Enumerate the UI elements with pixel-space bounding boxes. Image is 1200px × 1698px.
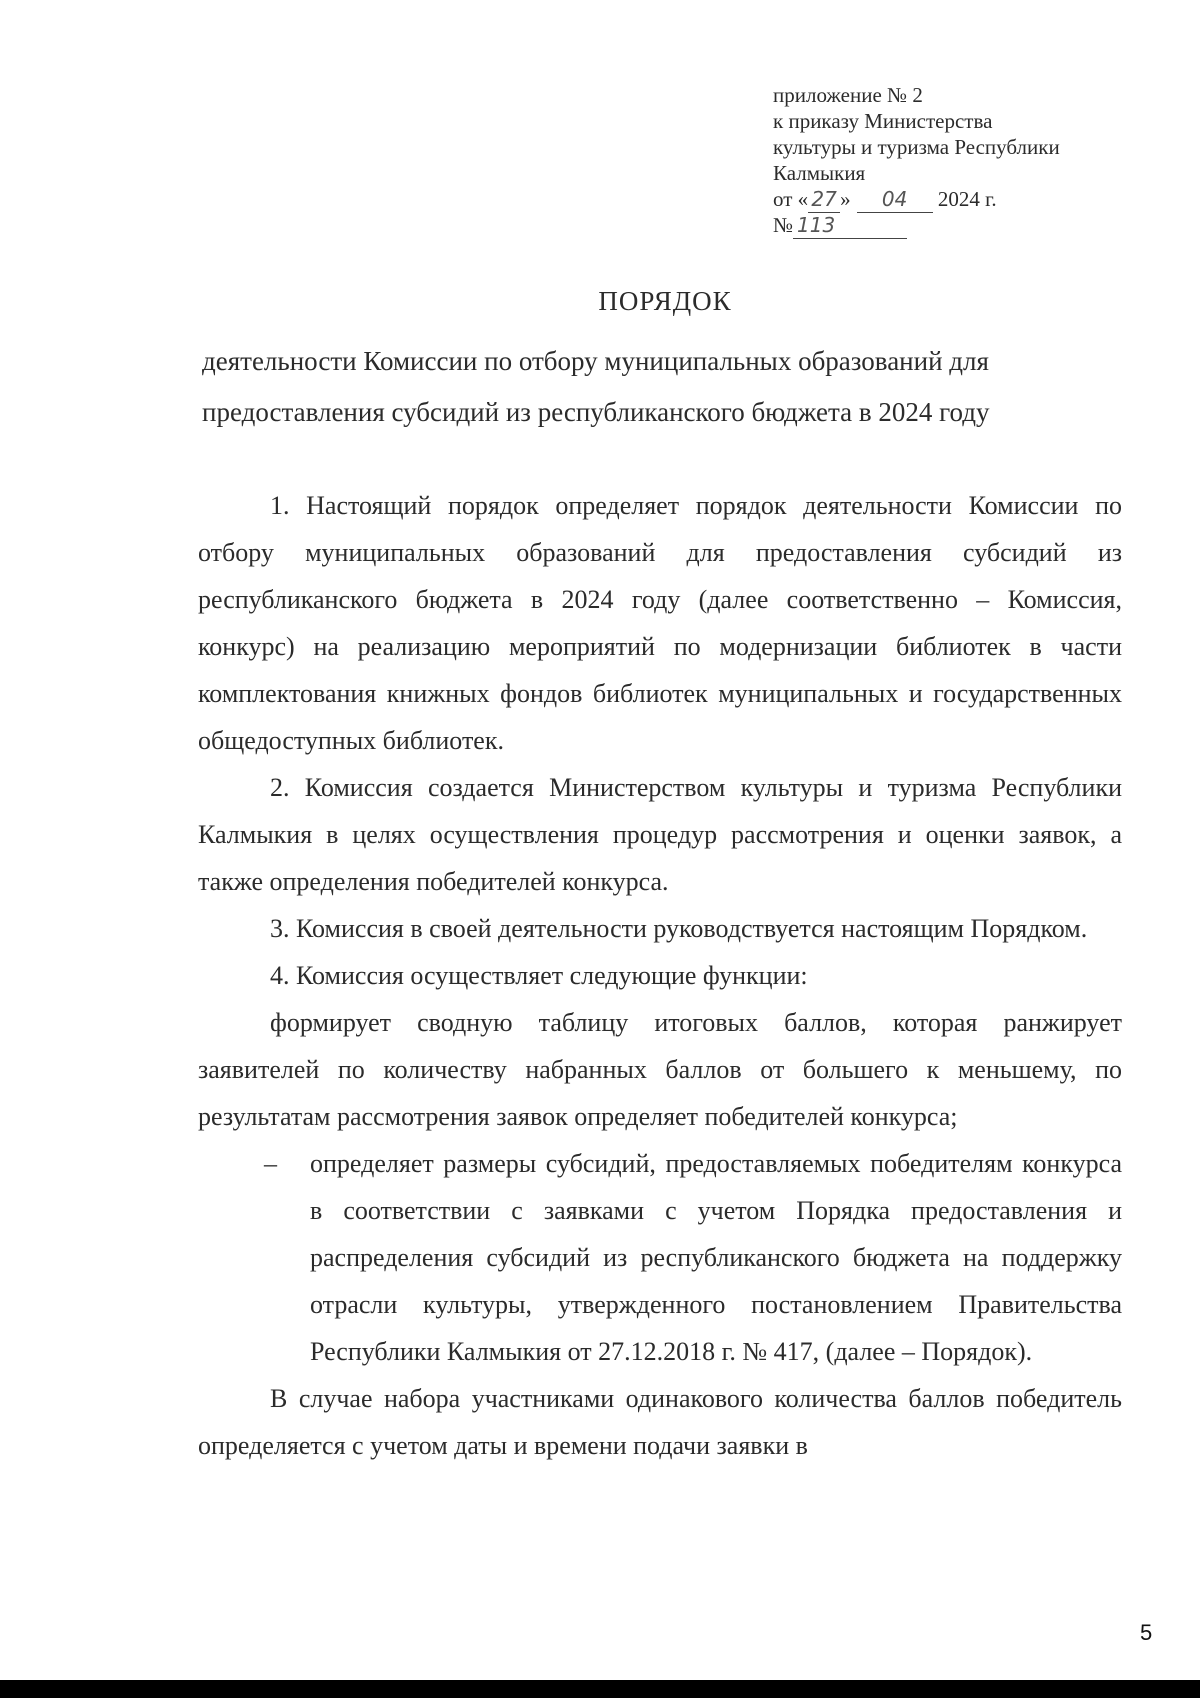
date-quote-close: » [840,187,851,211]
bullet-dash: – [264,1149,277,1178]
scan-edge-bar [0,1680,1200,1698]
paragraph-1: 1. Настоящий порядок определяет порядок деятельности Комиссии по отбору муниципальных образований для предоставления субсидий из республиканского бюджета в 2024 году (далее соответственно – Комиссия, конкурс) на реализацию мероприятий по модернизации библиотек в части комплектования книжных фондов библиотек муниципальных и государственных общедоступных библиотек. [198,491,1122,755]
page-number: 5 [1140,1620,1153,1645]
appendix-line-4: Калмыкия [773,161,866,185]
order-date [773,186,1133,212]
date-prefix: от « [773,187,809,211]
paragraph-3: 3. Комиссия в своей деятельности руководствуется настоящим Порядком. [270,914,1088,943]
appendix-line-1: приложение № 2 [773,83,923,107]
document-body [198,482,1122,1469]
appendix-header [773,82,1133,238]
paragraph-4: 4. Комиссия осуществляет следующие функции: [270,961,808,990]
handwritten-day: 27 [808,186,840,213]
date-year: 2024 г. [937,187,997,211]
bullet-text: определяет размеры субсидий, предоставляемых победителям конкурса в соответствии с заявками с учетом Порядка предоставления и распределения субсидий из республиканского бюджета на поддержку отрасли культуры, утвержденного постановлением Правительства Республики Калмыкия от 27.12.2018 г. № 417, (далее – Порядок). [310,1149,1122,1366]
number-prefix: № [773,213,794,237]
paragraph-2: 2. Комиссия создается Министерством культуры и туризма Республики Калмыкия в целях осуществления процедур рассмотрения и оценки заявок, а также определения победителей конкурса. [198,773,1122,896]
document-title: ПОРЯДОК [598,286,732,316]
appendix-line-3: культуры и туризма Республики [773,135,1060,159]
handwritten-month: 04 [857,186,933,213]
paragraph-6: В случае набора участниками одинакового количества баллов победитель определяется с учетом даты и времени подачи заявки в [198,1384,1122,1460]
subtitle-line-2: предоставления субсидий из республиканского бюджета в 2024 году [202,397,990,427]
document-subtitle [202,336,1062,438]
subtitle-line-1: деятельности Комиссии по отбору муниципальных образований для [202,346,989,376]
handwritten-number: 113 [793,212,907,239]
appendix-line-2: к приказу Министерства [773,109,993,133]
bullet-item [198,1140,1122,1375]
paragraph-functions-1: формирует сводную таблицу итоговых баллов, которая ранжирует заявителей по количеству набранных баллов от большего к меньшему, по результатам рассмотрения заявок определяет победителей конкурса; [198,1008,1122,1131]
order-number [773,212,1133,238]
